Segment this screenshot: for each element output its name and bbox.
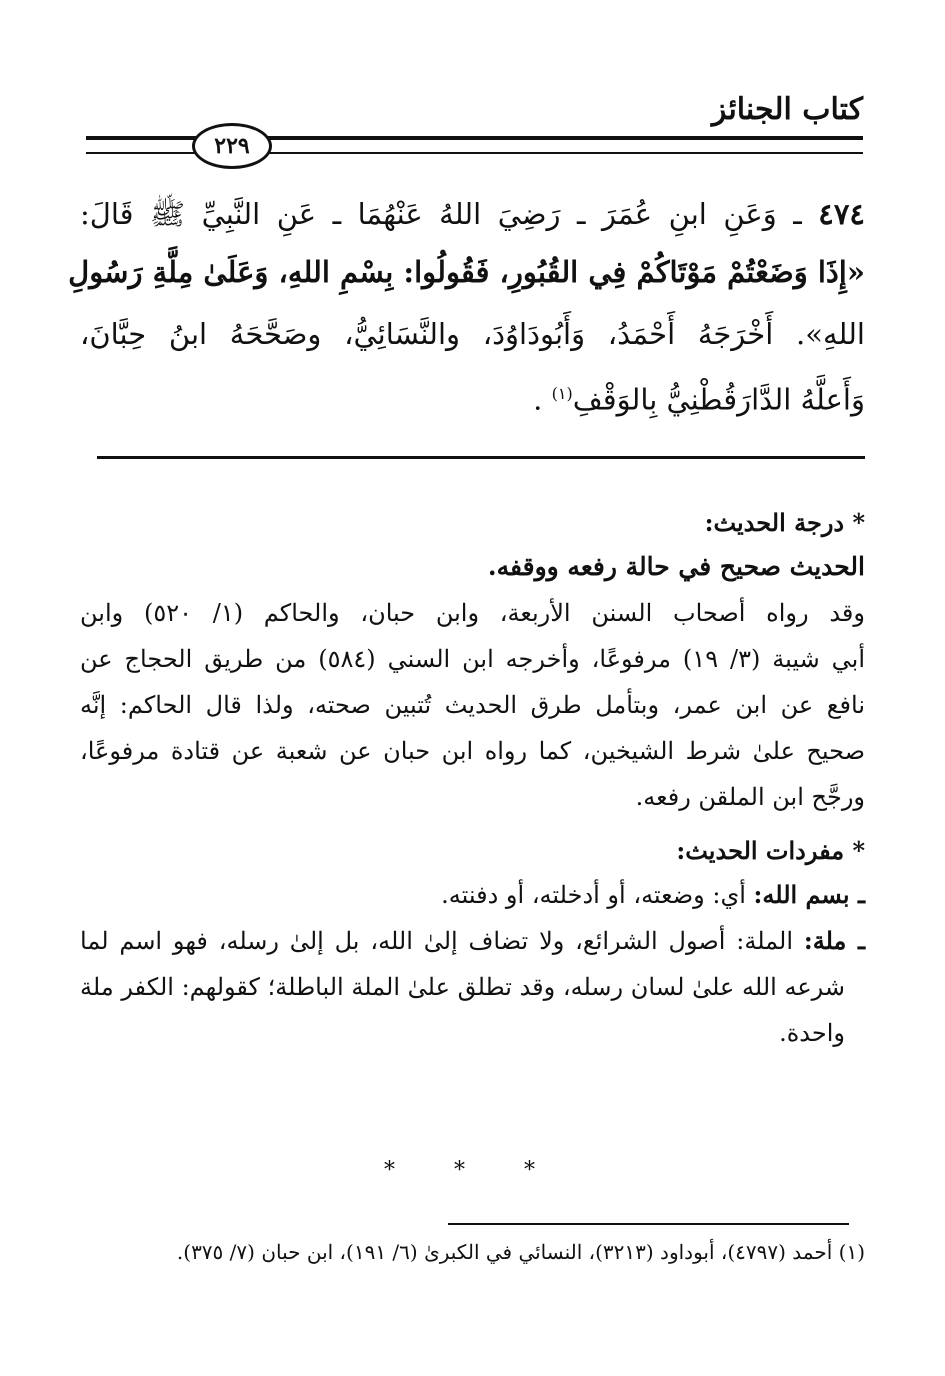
book-title: كتاب الجنائز [711,92,863,127]
footnote: (١) أحمد (٤٧٩٧)، أبوداود (٣٢١٣)، النسائي في الكبرىٰ (٦/ ١٩١)، ابن حبان (٧/ ٣٧٥). [176,1240,865,1264]
grade-line-3: نافع عن ابن عمر، وبتأمل طرق الحديث تُتبين صحته، ولذا قال الحاكم: إنَّه [80,691,865,719]
grade-line-4: صحيح علىٰ شرط الشيخين، كما رواه ابن حبان عن شعبة عن قتادة مرفوعًا، [80,737,865,765]
page-number: ٢٢٩ [192,123,272,169]
grade-heading: * درجة الحديث: [704,508,865,537]
section-separator: * * * [384,1158,561,1183]
hadith-number: ٤٧٤ [818,197,866,231]
hadith-line-4-text: وَأَعلَّهُ الدَّارَقُطْنِيُّ بِالوَقْفِ [572,382,865,417]
section-rule [97,456,865,459]
footnote-ref: (١) [551,384,573,403]
vocab-item-1 [80,872,865,918]
grade-line-2: أبي شيبة (٣/ ١٩) مرفوعًا، وأخرجه ابن السني (٥٨٤) من طريق الحجاج عن [80,645,866,673]
hadith-line-4: وَأَعلَّهُ الدَّارَقُطْنِيُّ بِالوَقْفِ$^{(١)}$ . [533,382,865,417]
hadith-isnad: وَعَنِ ابنِ عُمَرَ ـ رَضِيَ اللهُ عَنْهُمَا ـ عَنِ النَّبِيِّ ﷺ قَالَ: [80,197,777,231]
grade-line-5: ورجَّح ابن الملقن رفعه. [635,783,865,811]
vocab-heading: * مفردات الحديث: [676,836,865,865]
grade-line-1: وقد رواه أصحاب السنن الأربعة، وابن حبان، والحاكم (١/ ٥٢٠) وابن [80,599,865,627]
vocab-item-2-line-2: شرعه الله علىٰ لسان رسله، وقد تطلق علىٰ الملة الباطلة؛ كقولهم: الكفر ملة [80,973,845,1001]
vocab-term-2: ـ ملة: [803,926,865,955]
hadith-line-1 [80,186,865,242]
vocab-item-2-line-3: واحدة. [779,1019,845,1047]
footnote-rule [448,1223,849,1225]
vocab-item-2-line-1 [80,918,865,964]
vocab-def-1: أي: وضعته، أو أدخلته، أو دفنته. [441,881,746,909]
vocab-term-1: ـ بسم الله: [753,880,865,909]
vocab-def-2: الملة: أصول الشرائع، ولا تضاف إلىٰ الله، بل إلىٰ رسله، فهو اسم لما [80,927,794,955]
hadith-line-3: اللهِ». أَخْرَجَهُ أَحْمَدُ، وَأَبُودَاوُدَ، والنَّسَائِيُّ، وصَحَّحَهُ ابنُ حِبَّانَ، [80,317,865,351]
grade-summary: الحديث صحيح في حالة رفعه ووقفه. [487,552,865,581]
hadith-line-2: «إِذَا وَضَعْتُمْ مَوْتَاكُمْ فِي القُبُورِ، فَقُولُوا: بِسْمِ اللهِ، وَعَلَىٰ مِلَّةِ رَسُولِ [68,255,865,289]
hadith-dash: ـ [776,197,802,231]
